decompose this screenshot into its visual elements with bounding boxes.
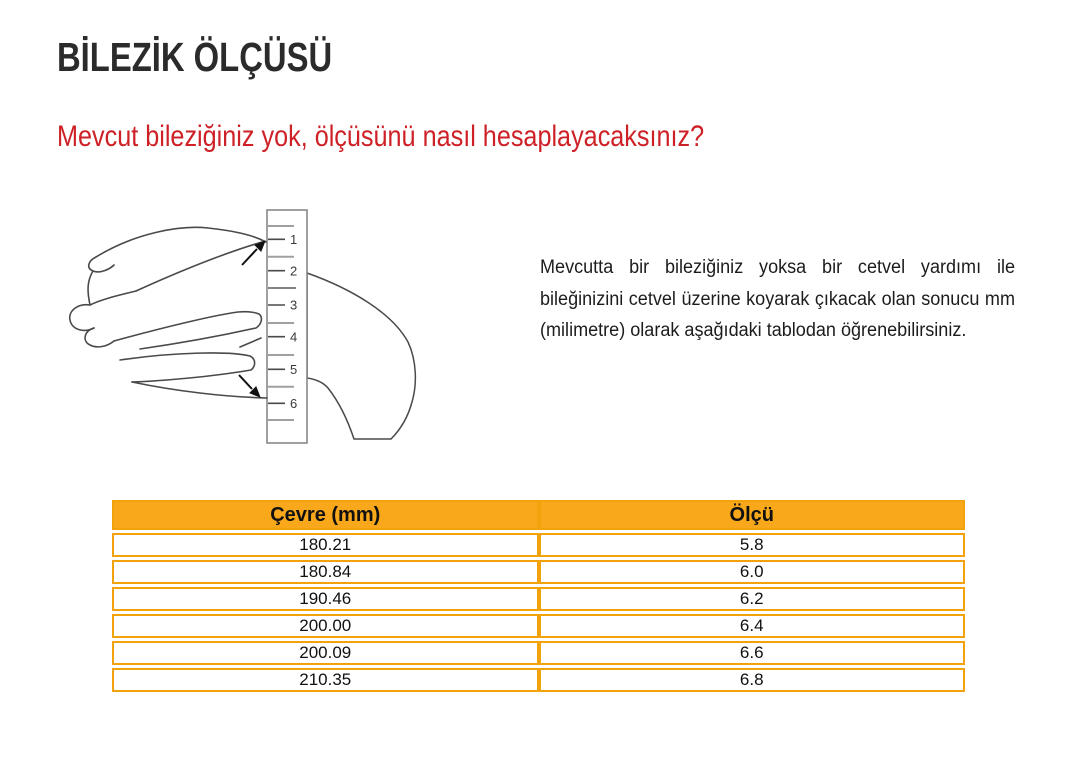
circumference-value: 180.21 <box>112 533 539 557</box>
size-value: 6.6 <box>539 641 966 665</box>
circumference-value: 210.35 <box>112 668 539 692</box>
size-value: 6.8 <box>539 668 966 692</box>
circumference-value: 200.09 <box>112 641 539 665</box>
lower-arrow-icon <box>239 375 259 396</box>
table-row <box>112 641 965 665</box>
page-subtitle: Mevcut bileziğiniz yok, ölçüsünü nasıl hesaplayacaksınız? <box>57 120 705 153</box>
size-value: 6.4 <box>539 614 966 638</box>
ruler-number-2: 2 <box>290 263 298 279</box>
ruler-number-6: 6 <box>290 396 298 411</box>
size-value: 5.8 <box>539 533 966 557</box>
hand-sketch <box>70 227 267 398</box>
page-title: BİLEZİK ÖLÇÜSÜ <box>57 34 333 80</box>
instruction-text: Mevcutta bir bileziğiniz yoksa bir cetvel yardımı ile bileğinizini cetvel üzerine koyarak çıkacak olan sonucu mm (milimetre) olarak aşağıdaki tablodan öğrenebilirsiniz. <box>540 257 1015 341</box>
header-cell-circumference: Çevre (mm) <box>112 500 539 530</box>
circumference-value: 180.84 <box>112 560 539 584</box>
size-value: 6.2 <box>539 587 966 611</box>
table-row <box>112 533 965 557</box>
table-row <box>112 614 965 638</box>
table-row <box>112 560 965 584</box>
ruler-number-3: 3 <box>290 297 298 313</box>
ruler <box>267 210 307 443</box>
hand-ruler-illustration <box>60 195 460 465</box>
circumference-value: 190.46 <box>112 587 539 611</box>
size-table <box>112 497 965 695</box>
forearm-sketch <box>307 273 415 439</box>
size-table-header-row <box>112 500 965 530</box>
header-cell-size: Ölçü <box>539 500 966 530</box>
ruler-number-4: 4 <box>290 329 298 345</box>
circumference-value: 200.00 <box>112 614 539 638</box>
table-row <box>112 587 965 611</box>
table-row <box>112 668 965 692</box>
ruler-number-1: 1 <box>290 232 298 247</box>
ruler-number-5: 5 <box>290 362 298 377</box>
size-value: 6.0 <box>539 560 966 584</box>
